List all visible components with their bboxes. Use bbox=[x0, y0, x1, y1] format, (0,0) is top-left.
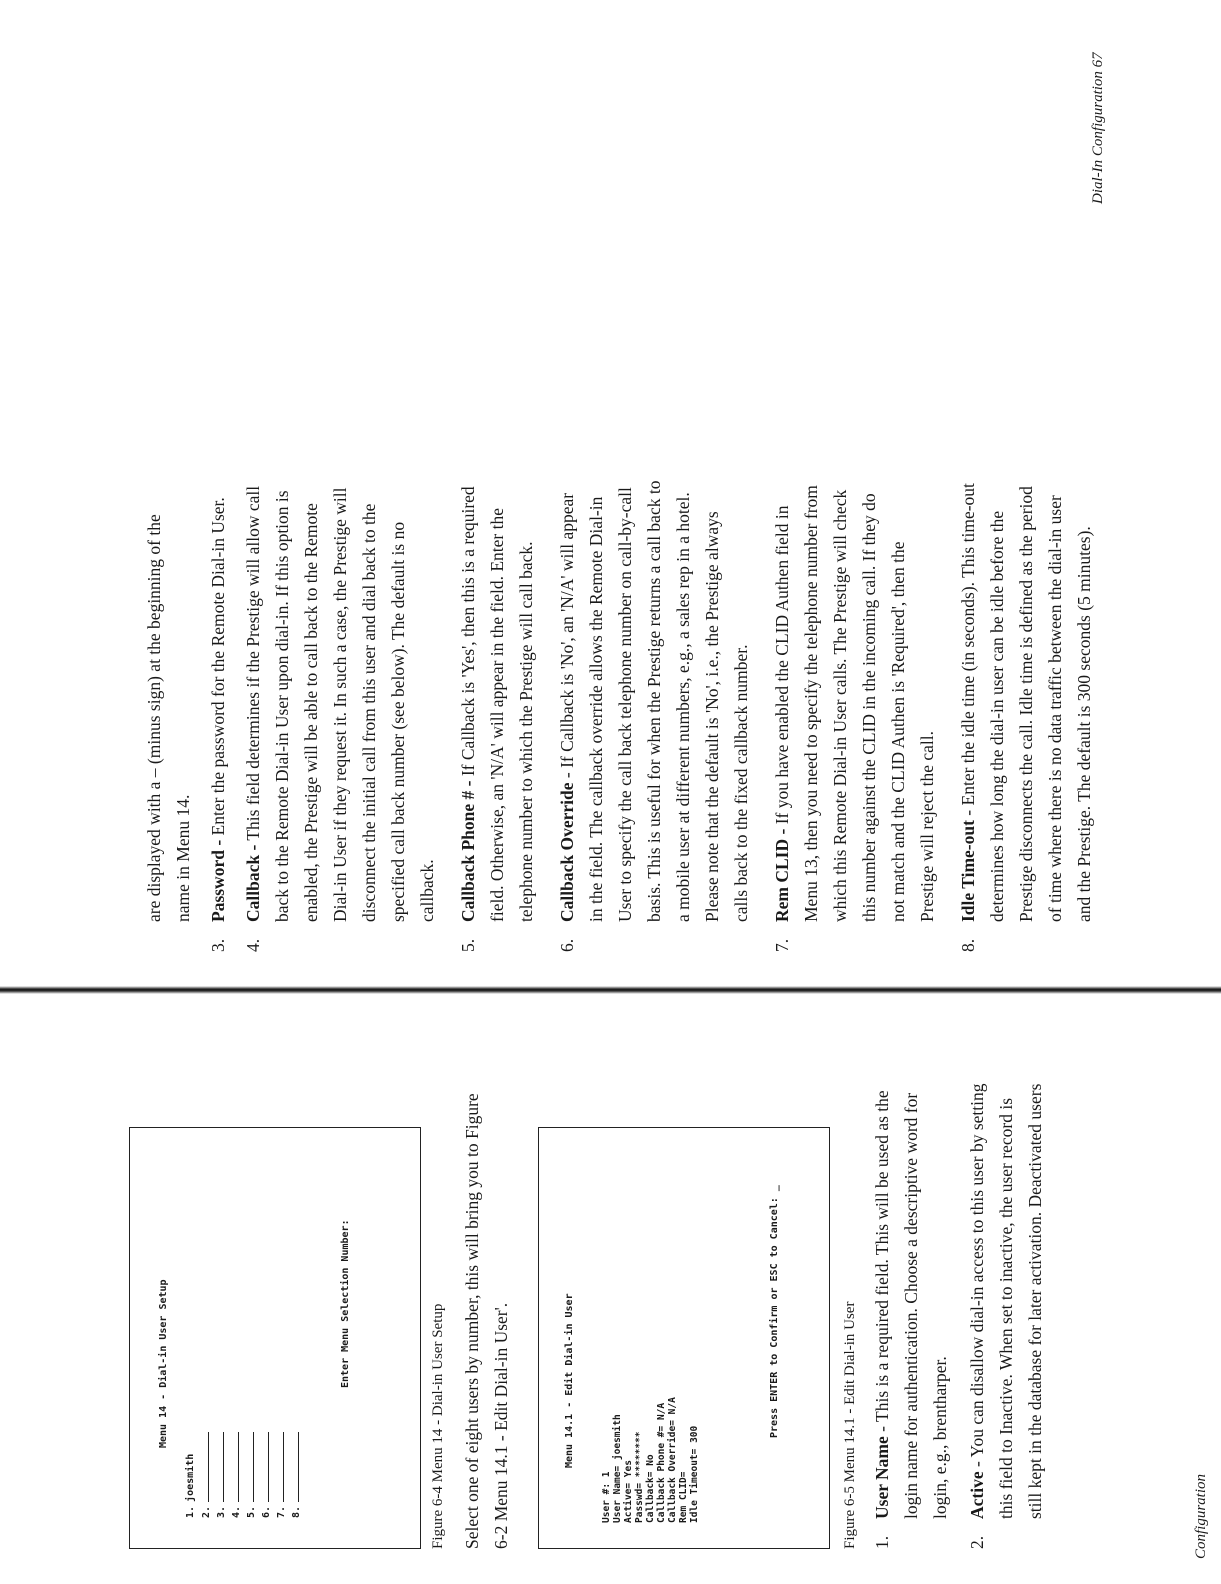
item-line bbox=[727, 52, 756, 922]
item-line bbox=[483, 52, 512, 922]
continuation-text: are displayed with a – (minus sign) at the beginning of the name in Menu 14. bbox=[144, 514, 193, 922]
item-line bbox=[268, 52, 297, 922]
item-text bbox=[954, 52, 1099, 922]
item-number: 5. bbox=[458, 938, 478, 952]
item-line bbox=[640, 52, 669, 922]
user-slot-number: 7. bbox=[276, 1505, 287, 1518]
user-slot[interactable] bbox=[185, 1432, 200, 1518]
item-line bbox=[884, 52, 913, 922]
item-text bbox=[553, 52, 756, 922]
edit-field[interactable]: Callback= No bbox=[645, 1454, 656, 1523]
item-number: 3. bbox=[208, 938, 228, 952]
item-line-text: this field to Inactive. When set to inactive, the user record is bbox=[996, 1098, 1016, 1519]
user-slot-name: joesmith bbox=[185, 1453, 196, 1502]
item-line-text: this number against the CLID in the incoming call. If they do bbox=[859, 493, 879, 922]
edit-field[interactable]: User #: 1 bbox=[601, 1471, 612, 1523]
item-number: 7. bbox=[772, 938, 792, 952]
item-line-text: - If Callback is 'No', an 'N/A' will appear bbox=[557, 492, 577, 783]
user-slot[interactable] bbox=[290, 1432, 305, 1518]
menu-14-1-screen bbox=[538, 1127, 830, 1549]
intro-paragraph: Select one of eight users by number, this will bring you to Figure 6-2 Menu 14.1 - Edit Dial-in User'. bbox=[462, 1093, 511, 1549]
user-slot-number: 3. bbox=[216, 1505, 227, 1518]
item-number: 1. bbox=[872, 1535, 892, 1549]
item-line-text: basis. This is useful for when the Prestige returns a call back to bbox=[644, 480, 664, 922]
item-number: 2. bbox=[967, 1535, 987, 1549]
item-line bbox=[926, 994, 955, 1519]
item-line bbox=[239, 52, 268, 922]
item-term: Password - bbox=[208, 839, 228, 922]
item-line-text: in the field. The callback override allows the Remote Dial-in bbox=[586, 496, 606, 922]
item-line-text: - You can disallow dial-in access to this user by setting bbox=[967, 1083, 987, 1472]
user-slot-number: 2. bbox=[201, 1505, 212, 1518]
item-text bbox=[768, 52, 942, 922]
item-line-text: - Enter the idle time (in seconds). This time-out bbox=[958, 483, 978, 821]
item-line-text: of time where there is no data traffic between the dial-in user bbox=[1045, 495, 1065, 922]
item-line-text: determines how long the dial-in user can be idle before the bbox=[987, 510, 1007, 922]
item-line-text: enabled, the Prestige will be able to call back to the Remote bbox=[301, 503, 321, 922]
user-slot[interactable] bbox=[230, 1432, 245, 1518]
page-spine bbox=[0, 986, 1221, 994]
item-line bbox=[582, 52, 611, 922]
item-line bbox=[454, 52, 483, 922]
item-line-text: Prestige disconnects the call. Idle time is defined as the period bbox=[1016, 486, 1036, 922]
item-text bbox=[454, 52, 541, 922]
edit-field[interactable]: Callback Override= N/A bbox=[667, 1397, 678, 1523]
menu-14-title: Menu 14 - Dial-in User Setup bbox=[158, 1279, 169, 1448]
item-line bbox=[897, 994, 926, 1519]
item-line-text: specified call back number (see below). The default is no bbox=[388, 521, 408, 922]
edit-field[interactable]: User Name= joesmith bbox=[612, 1414, 623, 1523]
item-line-text: field. Otherwise, an 'N/A' will appear in the field. Enter the bbox=[487, 507, 507, 922]
user-slot[interactable] bbox=[215, 1432, 230, 1518]
item-line-text: login name for authentication. Choose a descriptive word for bbox=[901, 1092, 921, 1519]
item-line bbox=[954, 52, 983, 922]
user-list bbox=[185, 1432, 305, 1518]
item-line-text: Prestige will reject the call. bbox=[917, 731, 937, 922]
menu-14-1-prompt: Press ENTER to Confirm or ESC to Cancel: _ bbox=[769, 1185, 780, 1438]
item-line bbox=[204, 52, 233, 922]
menu-14-screen bbox=[129, 1127, 421, 1549]
item-line bbox=[698, 52, 727, 922]
item-line-text: still kept in the database for later activation. Deactivated users bbox=[1025, 1083, 1045, 1519]
edit-field[interactable]: Idle Timeout= 300 bbox=[689, 1425, 700, 1523]
item-term: Idle Time-out bbox=[958, 820, 978, 922]
item-text bbox=[204, 52, 233, 922]
item-line-text: telephone number to which the Prestige will call back. bbox=[516, 541, 536, 922]
user-slot[interactable] bbox=[200, 1432, 215, 1518]
item-line bbox=[355, 52, 384, 922]
item-line bbox=[983, 52, 1012, 922]
item-line bbox=[611, 52, 640, 922]
user-slot-blank bbox=[290, 1432, 299, 1502]
figure-6-5-caption: Figure 6-5 Menu 14.1 - Edit Dial-in User bbox=[842, 1301, 858, 1549]
item-line-text: - This is a required field. This will be used as the bbox=[872, 1090, 892, 1437]
menu-14-prompt: Enter Menu Selection Number: bbox=[340, 1219, 351, 1388]
item-line-text: callback. bbox=[417, 859, 437, 922]
item-number: 8. bbox=[958, 938, 978, 952]
item-line-text: not match and the CLID Authen is 'Required', then the bbox=[888, 541, 908, 922]
item-line bbox=[297, 52, 326, 922]
item-line-text: and the Prestige. The default is 300 seconds (5 minutes). bbox=[1074, 526, 1094, 922]
item-term: Callback Phone # - bbox=[458, 780, 478, 922]
item-line bbox=[553, 52, 582, 922]
item-line-text: disconnect the initial call from this user and dial back to the bbox=[359, 503, 379, 922]
item-line bbox=[868, 994, 897, 1519]
item-line bbox=[413, 52, 442, 922]
item-line bbox=[797, 52, 826, 922]
edit-field[interactable]: Rem CLID= bbox=[678, 1471, 689, 1523]
user-slot-number: 6. bbox=[261, 1505, 272, 1518]
item-line-text: Please note that the default is 'No', i.e., the Prestige always bbox=[702, 511, 722, 922]
item-line-text: Enter the password for the Remote Dial-in User. bbox=[208, 497, 228, 840]
item-line bbox=[1041, 52, 1070, 922]
item-line-text: a mobile user at different numbers, e.g., a sales rep in a hotel. bbox=[673, 492, 693, 922]
edit-field[interactable]: Passwd= ******** bbox=[634, 1431, 645, 1523]
item-line bbox=[768, 52, 797, 922]
edit-fields bbox=[601, 1397, 700, 1523]
item-line bbox=[913, 52, 942, 922]
user-slot[interactable] bbox=[275, 1432, 290, 1518]
user-slot-blank bbox=[200, 1432, 209, 1502]
item-line bbox=[963, 994, 992, 1519]
item-text bbox=[963, 994, 1050, 1519]
item-line bbox=[992, 994, 1021, 1519]
item-number: 6. bbox=[557, 938, 577, 952]
item-text bbox=[239, 52, 442, 922]
item-line bbox=[1021, 994, 1050, 1519]
figure-6-4-caption: Figure 6-4 Menu 14 - Dial-in User Setup bbox=[430, 1303, 446, 1549]
right-page-footer: Dial-In Configuration 67 bbox=[1090, 52, 1106, 204]
item-number: 4. bbox=[243, 938, 263, 952]
item-line-text: which this Remote Dial-in User calls. The Prestige will check bbox=[830, 489, 850, 922]
menu-14-1-title: Menu 14.1 - Edit Dial-in User bbox=[564, 1293, 575, 1468]
item-line bbox=[669, 52, 698, 922]
user-slot[interactable] bbox=[245, 1432, 260, 1518]
item-line-text: Dial-in User if they request it. In such a case, the Prestige will bbox=[330, 487, 350, 922]
item-line bbox=[855, 52, 884, 922]
item-line-text: Menu 13, then you need to specify the telephone number from bbox=[801, 485, 821, 922]
item-term: Callback - bbox=[243, 844, 263, 922]
user-slot-blank bbox=[245, 1432, 254, 1502]
item-term: User Name bbox=[872, 1436, 892, 1519]
item-line-text: calls back to the fixed callback number. bbox=[731, 644, 751, 922]
item-term: Rem CLID - bbox=[772, 828, 792, 922]
left-page-footer: Configuration bbox=[1193, 1473, 1209, 1559]
item-text bbox=[868, 994, 955, 1519]
user-slot-number: 1. bbox=[185, 1505, 196, 1518]
item-line bbox=[326, 52, 355, 922]
item-line-text: login, e.g., brentharper. bbox=[930, 1356, 950, 1519]
item-line-text: If Callback is 'Yes', then this is a required bbox=[458, 486, 478, 781]
item-line bbox=[1012, 52, 1041, 922]
item-term: Callback Override bbox=[557, 782, 577, 922]
item-line-text: back to the Remote Dial-in User upon dial-in. If this option is bbox=[272, 490, 292, 922]
item-line-text: This field determines if the Prestige will allow call bbox=[243, 485, 263, 845]
edit-field[interactable]: Active= Yes bbox=[623, 1460, 634, 1523]
user-slot-blank bbox=[260, 1432, 269, 1502]
user-slot-number: 8. bbox=[291, 1505, 302, 1518]
user-slot-blank bbox=[230, 1432, 239, 1502]
user-slot-number: 5. bbox=[246, 1505, 257, 1518]
item-line bbox=[826, 52, 855, 922]
item-term: Active bbox=[967, 1471, 987, 1519]
user-slot-number: 4. bbox=[231, 1505, 242, 1518]
item-line bbox=[512, 52, 541, 922]
user-slot[interactable] bbox=[260, 1432, 275, 1518]
user-slot-blank bbox=[215, 1432, 224, 1502]
item-line-text: User to specify the call back telephone number on call-by-call bbox=[615, 487, 635, 922]
user-slot-blank bbox=[275, 1432, 284, 1502]
edit-field[interactable]: Callback Phone #= N/A bbox=[656, 1402, 667, 1523]
item-line bbox=[384, 52, 413, 922]
item-line-text: If you have enabled the CLID Authen field in bbox=[772, 505, 792, 829]
